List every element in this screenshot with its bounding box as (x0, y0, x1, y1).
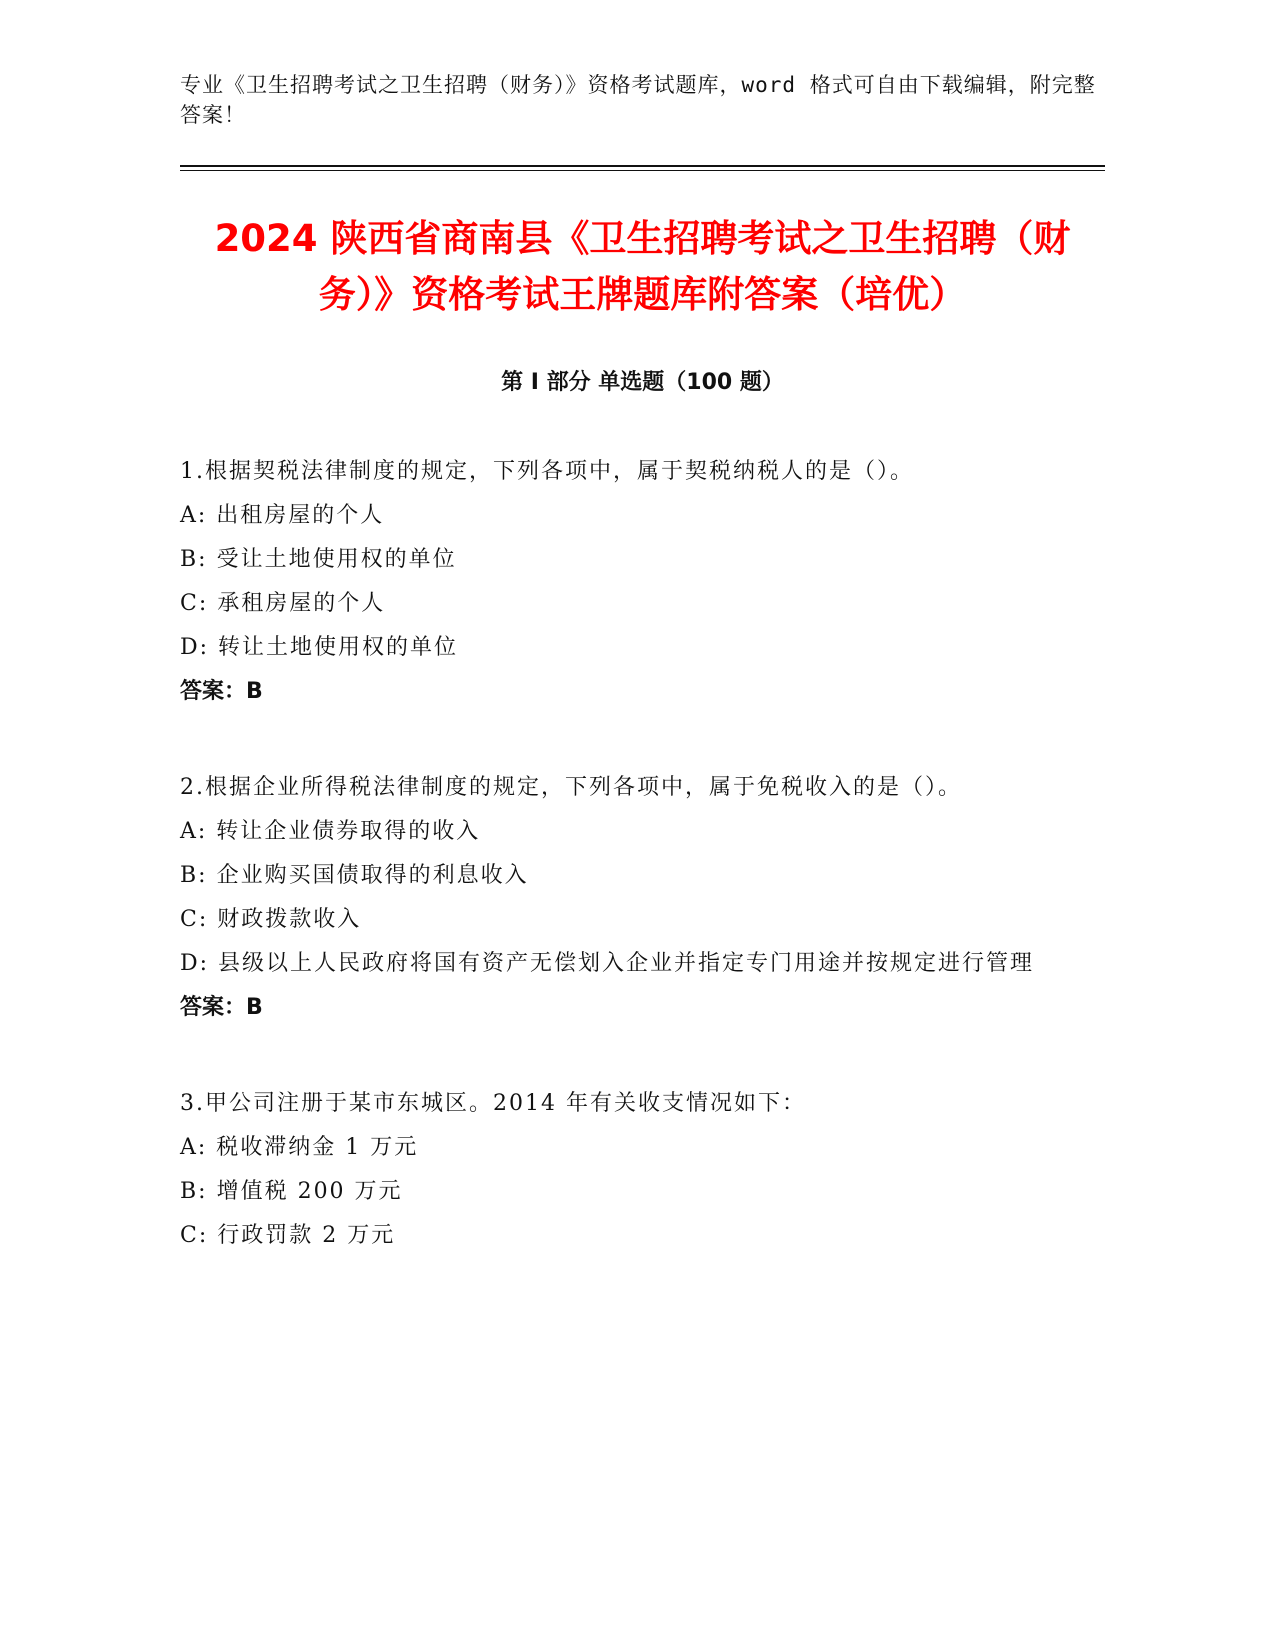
option-d: D: 转让土地使用权的单位 (180, 635, 459, 660)
option-c: C: 行政罚款 2 万元 (180, 1223, 396, 1248)
option-a: A: 出租房屋的个人 (180, 503, 385, 528)
header-divider-thick (180, 165, 1105, 167)
question-stem: 3.甲公司注册于某市东城区。2014 年有关收支情况如下： (180, 1091, 806, 1116)
option-b: B: 受让土地使用权的单位 (180, 547, 457, 572)
question-stem: 1.根据契税法律制度的规定，下列各项中，属于契税纳税人的是（）。 (180, 459, 914, 484)
option-b: B: 增值税 200 万元 (180, 1179, 403, 1204)
document-title: 2024 陕西省商南县《卫生招聘考试之卫生招聘（财务）》资格考试王牌题库附答案（培优） (214, 217, 1071, 316)
option-d: D: 县级以上人民政府将国有资产无偿划入企业并指定专门用途并按规定进行管理 (180, 951, 1035, 976)
option-b: B: 企业购买国债取得的利息收入 (180, 863, 529, 888)
option-a: A: 税收滞纳金 1 万元 (180, 1135, 419, 1160)
question-2 (180, 766, 1105, 1030)
section-heading: 第 I 部分 单选题（100 题） (501, 370, 784, 395)
answer: 答案：B (180, 679, 263, 704)
header-note: 专业《卫生招聘考试之卫生招聘（财务）》资格考试题库，word 格式可自由下载编辑，附完整答案！ (180, 73, 1096, 127)
option-a: A: 转让企业债券取得的收入 (180, 819, 481, 844)
question-1 (180, 450, 1105, 714)
question-3 (180, 1082, 1105, 1258)
answer: 答案：B (180, 995, 263, 1020)
document-page (180, 70, 1105, 1258)
option-c: C: 财政拨款收入 (180, 907, 362, 932)
question-stem: 2.根据企业所得税法律制度的规定，下列各项中，属于免税收入的是（）。 (180, 775, 962, 800)
header-divider-thin (180, 170, 1105, 171)
option-c: C: 承租房屋的个人 (180, 591, 386, 616)
